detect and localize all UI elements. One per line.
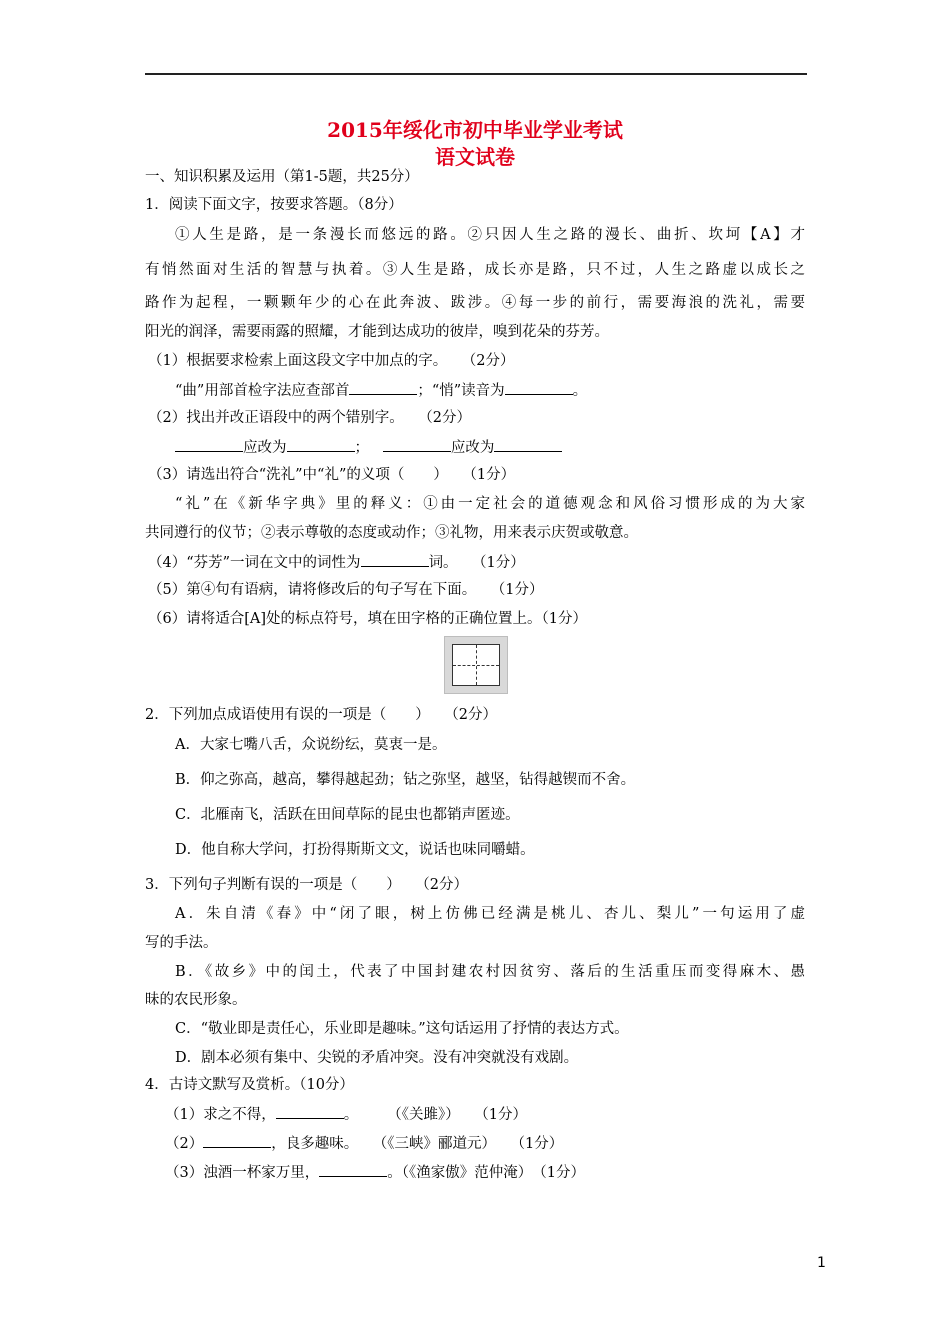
q4-l3-b: 。（《渔家傲》范仲淹） （1分） <box>387 1165 585 1181</box>
section-heading: 一、知识积累及运用（第1-5题，共25分） <box>145 169 419 185</box>
q1-sub2-mid1: 应改为 <box>243 440 287 456</box>
grid-box <box>452 644 500 686</box>
q2-option: D．他自称大学问，打扮得斯斯文文，说话也味同嚼蜡。 <box>175 842 535 858</box>
q1-sub4-a: （4）“芬芳”一词在文中的词性为 <box>148 555 361 571</box>
passage-line: ①人生是路，是一条漫长而悠远的路。②只因人生之路的漫长、曲折、坎坷【A】才 <box>175 227 805 243</box>
q4-l2-b: ，良多趣味。 （《三峡》郦道元） （1分） <box>271 1136 564 1152</box>
q1-sub5: （5）第④句有语病，请将修改后的句子写在下面。 （1分） <box>148 582 544 598</box>
q3-option-b-cont: 昧的农民形象。 <box>145 992 247 1008</box>
answer-blank[interactable] <box>319 1163 387 1177</box>
q3-option-a-cont: 写的手法。 <box>145 935 218 951</box>
passage-line: 路作为起程，一颗颗年少的心在此奔波、跋涉。④每一步的前行，需要海浪的洗礼，需要 <box>145 295 805 311</box>
q1-sub2-mid2: 应改为 <box>450 440 495 456</box>
answer-blank[interactable] <box>361 553 429 567</box>
answer-blank[interactable] <box>287 438 355 452</box>
q2-option: A．大家七嘴八舌，众说纷纭，莫衷一是。 <box>175 737 447 753</box>
q1-sub3-definition: “礼”在《新华字典》里的释义：①由一定社会的道德观念和风俗习惯形成的为大家 <box>175 496 805 512</box>
q2-option: C．北雁南飞，活跃在田间草际的昆虫也都销声匿迹。 <box>175 807 520 823</box>
exam-subtitle: 语文试卷 <box>435 145 515 169</box>
q4-line-1 <box>165 1105 527 1124</box>
tianzige-grid[interactable] <box>444 636 508 694</box>
answer-blank[interactable] <box>175 438 243 452</box>
q3-option-b: B．《故乡》中的闰土，代表了中国封建农村因贫穷、落后的生活重压而变得麻木、愚 <box>175 964 805 980</box>
answer-blank[interactable] <box>349 381 417 395</box>
question-2-stem: 2．下列加点成语使用有误的一项是（ ） （2分） <box>145 707 497 723</box>
q1-sub1-a: “曲”用部首检字法应查部首 <box>175 383 350 399</box>
q1-sub2-sep: ； <box>354 440 369 456</box>
answer-blank[interactable] <box>383 438 451 452</box>
q1-sub1-answer-line <box>175 381 587 400</box>
q4-l2-a: （2） <box>165 1136 204 1152</box>
answer-blank[interactable] <box>203 1134 271 1148</box>
q3-option-a: A．朱自清《春》中“闭了眼，树上仿佛已经满是桃儿、杏儿、梨儿”一句运用了虚 <box>175 906 805 922</box>
q1-sub6: （6）请将适合[A]处的标点符号，填在田字格的正确位置上。（1分） <box>148 611 587 627</box>
q4-l1-a: （1）求之不得， <box>165 1107 276 1123</box>
q3-option-d: D．剧本必须有集中、尖锐的矛盾冲突。没有冲突就没有戏剧。 <box>175 1050 579 1066</box>
question-3-stem: 3．下列句子判断有误的一项是（ ） （2分） <box>145 877 468 893</box>
answer-blank[interactable] <box>494 438 562 452</box>
q4-l1-b: 。 （《关雎》） （1分） <box>343 1107 527 1123</box>
q1-sub3-definition: 共同遵行的仪节；②表示尊敬的态度或动作；③礼物，用来表示庆贺或敬意。 <box>145 525 638 541</box>
q2-option: B．仰之弥高，越高，攀得越起劲；钻之弥坚，越坚，钻得越锲而不舍。 <box>175 772 636 788</box>
header-rule <box>145 73 807 75</box>
q4-line-2 <box>165 1134 563 1153</box>
q3-option-c: C．“敬业即是责任心，乐业即是趣味。”这句话运用了抒情的表达方式。 <box>175 1021 629 1037</box>
q1-sub4-b: 词。 （1分） <box>428 555 525 571</box>
q1-sub3: （3）请选出符合“洗礼”中“礼”的义项（ ） （1分） <box>148 467 516 483</box>
question-1-stem: 1．阅读下面文字，按要求答题。（8分） <box>145 197 403 213</box>
q1-sub2-answer-line <box>175 438 562 457</box>
page-number: 1 <box>817 1255 826 1271</box>
grid-dashed-horizontal <box>453 665 499 666</box>
passage-line: 有悄然面对生活的智慧与执着。③人生是路，成长亦是路，只不过，人生之路虚以成长之 <box>145 262 805 278</box>
answer-blank[interactable] <box>505 381 573 395</box>
passage-line: 阳光的润泽，需要雨露的照耀，才能到达成功的彼岸，嗅到花朵的芬芳。 <box>145 324 609 340</box>
q4-line-3 <box>165 1163 585 1182</box>
q1-sub1-end: 。 <box>572 383 588 399</box>
q1-sub2: （2）找出并改正语段中的两个错别字。 （2分） <box>148 410 471 426</box>
q1-sub1: （1）根据要求检索上面这段文字中加点的字。 （2分） <box>148 353 515 369</box>
q1-sub1-b: ；“悄”读音为 <box>417 383 505 399</box>
question-4-stem: 4．古诗文默写及赏析。（10分） <box>145 1077 354 1093</box>
q4-l3-a: （3）浊酒一杯家万里， <box>165 1165 320 1181</box>
answer-blank[interactable] <box>276 1105 344 1119</box>
q1-sub4 <box>148 553 525 572</box>
exam-title: 2015年绥化市初中毕业学业考试 <box>327 118 623 142</box>
